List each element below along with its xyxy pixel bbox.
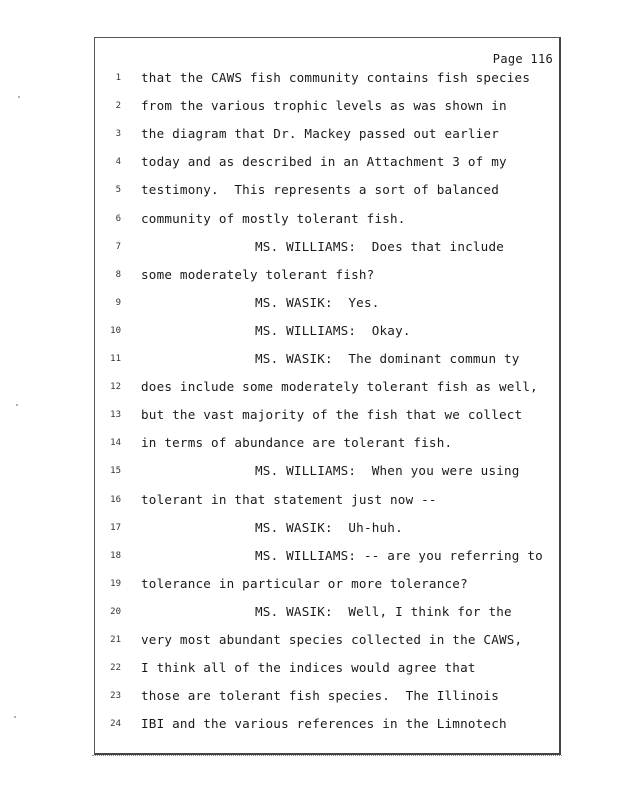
transcript-line <box>95 237 559 265</box>
line-text: IBI and the various references in the Limnotech <box>141 716 507 732</box>
transcript-line <box>95 658 559 686</box>
transcript-line <box>95 630 559 658</box>
line-text: MS. WILLIAMS: -- are you referring to <box>255 547 543 563</box>
line-number: 4 <box>115 157 121 168</box>
line-text: MS. WASIK: Yes. <box>255 294 380 310</box>
line-text: MS. WILLIAMS: Does that include <box>255 238 505 254</box>
line-text: MS. WILLIAMS: Okay. <box>255 322 411 338</box>
transcript-line <box>95 349 559 377</box>
line-text: tolerance in particular or more tolerance? <box>141 575 468 591</box>
transcript-line <box>95 546 559 574</box>
transcript-line <box>95 321 559 349</box>
line-number: 9 <box>115 297 121 308</box>
line-number: 2 <box>115 101 121 112</box>
transcript-line <box>95 265 559 293</box>
line-text: tolerant in that statement just now -- <box>141 491 437 507</box>
line-number: 17 <box>110 522 121 533</box>
line-number: 3 <box>115 129 121 140</box>
line-number: 22 <box>110 663 121 674</box>
line-number: 8 <box>115 269 121 280</box>
scan-speck <box>16 404 18 406</box>
transcript-line <box>95 124 559 152</box>
transcript-line <box>95 714 559 742</box>
line-number: 21 <box>110 635 121 645</box>
transcript-line <box>95 180 559 208</box>
line-text: MS. WILLIAMS: When you were using <box>255 463 520 479</box>
scan-speck <box>18 96 20 98</box>
line-number: 18 <box>110 550 121 561</box>
scan-speck <box>14 716 16 718</box>
line-text: today and as described in an Attachment 3 of my <box>141 154 507 170</box>
transcript-line <box>95 518 559 546</box>
line-number: 19 <box>110 578 121 589</box>
scan-edge-noise <box>92 755 562 759</box>
line-number: 20 <box>110 606 121 617</box>
line-text: the diagram that Dr. Mackey passed out earlier <box>141 126 499 142</box>
transcript-line <box>95 490 559 518</box>
line-text: MS. WASIK: The dominant commun ty <box>255 351 520 366</box>
line-number: 14 <box>110 438 121 449</box>
line-number: 5 <box>115 185 121 196</box>
transcript-line <box>95 433 559 461</box>
transcript-line <box>95 377 559 405</box>
line-text: I think all of the indices would agree that <box>141 660 476 676</box>
transcript-line <box>95 209 559 237</box>
transcript-line <box>95 405 559 433</box>
line-number: 6 <box>115 213 121 224</box>
line-text: community of mostly tolerant fish. <box>141 210 406 226</box>
line-text: does include some moderately tolerant fish as well, <box>141 379 538 395</box>
line-text: some moderately tolerant fish? <box>141 266 375 282</box>
line-text: MS. WASIK: Uh-huh. <box>255 519 403 535</box>
line-number: 23 <box>110 691 121 702</box>
line-number: 16 <box>110 494 121 505</box>
transcript-line <box>95 686 559 714</box>
line-text: MS. WASIK: Well, I think for the <box>255 603 512 619</box>
line-number: 11 <box>110 354 121 364</box>
line-text: from the various trophic levels as was shown in <box>141 98 507 114</box>
line-text: very most abundant species collected in the CAWS, <box>141 632 523 647</box>
line-text: testimony. This represents a sort of balanced <box>141 182 499 198</box>
line-number: 24 <box>110 719 121 730</box>
line-number: 7 <box>115 241 121 252</box>
line-text: but the vast majority of the fish that we collect <box>141 407 523 423</box>
line-text: that the CAWS fish community contains fish species <box>141 70 531 85</box>
transcript-page <box>94 37 561 755</box>
line-number: 12 <box>110 382 121 393</box>
page-number: Page 116 <box>492 52 553 66</box>
transcript-line <box>95 461 559 489</box>
transcript-line <box>95 293 559 321</box>
transcript-line <box>95 602 559 630</box>
transcript-line <box>95 152 559 180</box>
transcript-line <box>95 68 559 96</box>
line-number: 15 <box>110 466 121 477</box>
line-number: 10 <box>110 325 121 336</box>
line-number: 13 <box>110 410 121 421</box>
line-number: 1 <box>115 73 121 83</box>
transcript-line <box>95 574 559 602</box>
line-text: those are tolerant fish species. The Illinois <box>141 688 499 704</box>
transcript-line <box>95 96 559 124</box>
line-text: in terms of abundance are tolerant fish. <box>141 435 453 451</box>
